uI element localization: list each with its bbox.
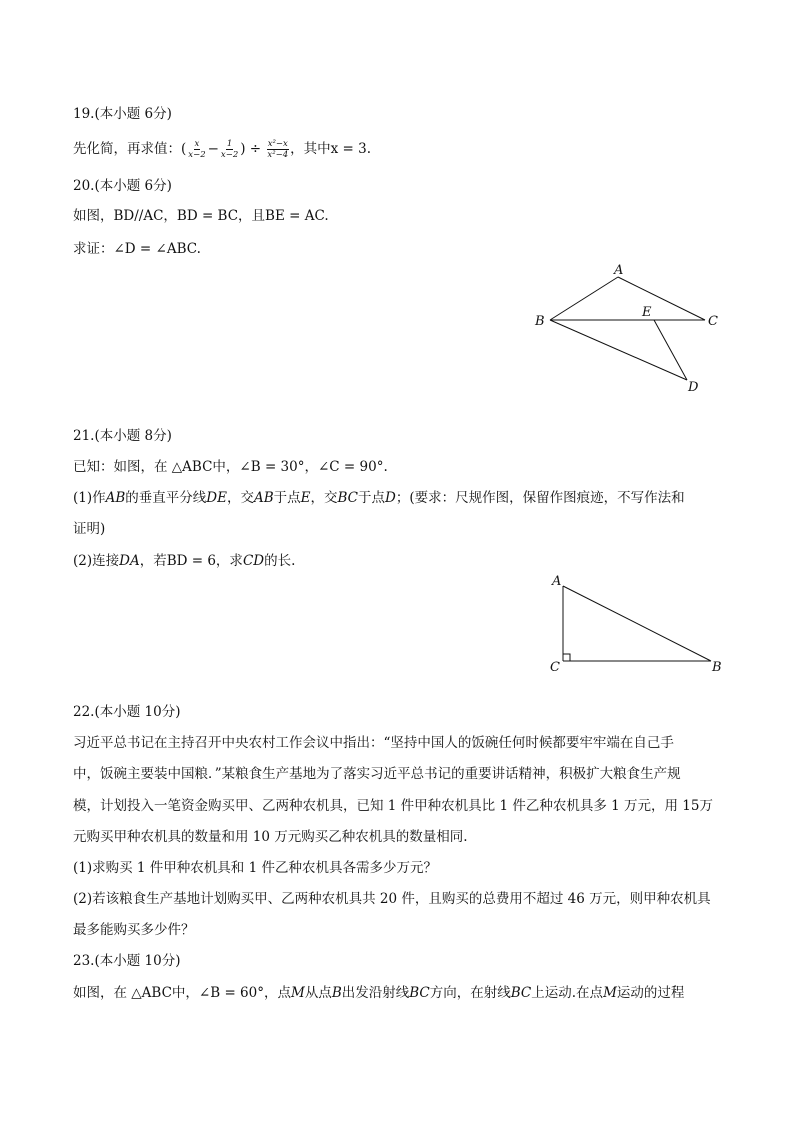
q21-figure	[545, 572, 730, 677]
q20-figure	[530, 260, 730, 395]
fraction-3: $\frac{\text{x²−x}}{\text{x²−4}}$	[267, 139, 289, 160]
q22-line-4: 元购买甲种农机具的数量和用 10 万元购买乙种农机具的数量相同.	[73, 829, 468, 845]
label-b: B	[712, 660, 722, 675]
label-d: D	[688, 380, 699, 395]
q22-line-2: 中，饭碗主要装中国粮．”某粮食生产基地为了落实习近平总书记的重要讲话精神，积极扩大粮食生产规	[73, 766, 681, 782]
q19-prompt: 先化简，再求值：( $\frac{x}{x-2}$ − $\frac{1}{x-2}$ ) ÷ $\frac{\text{x²−x}}{\text{x²−4}}$ ，其中x = 3.	[73, 139, 372, 160]
segment-ab	[563, 586, 711, 661]
q22-line-5: (1)求购买 1 件甲种农机具和 1 件乙种农机具各需多少万元？	[73, 860, 437, 876]
fraction-1: $\frac{x}{x-2}$	[188, 139, 206, 160]
q22-line-6: (2)若该粮食生产基地计划购买甲、乙两种农机具共 20 件，且购买的总费用不超过 46 万元，则甲种农机具	[73, 891, 711, 907]
label-a: A	[614, 263, 624, 278]
q22-line-1: 习近平总书记在主持召开中央农村工作会议中指出：“坚持中国人的饭碗任何时候都要牢牢端在自己手	[73, 735, 674, 751]
fraction-2: $\frac{1}{x-2}$	[220, 139, 239, 160]
q20-header: 20.(本小题 6分)	[73, 178, 172, 194]
label-c: C	[708, 314, 718, 329]
label-b: B	[535, 314, 545, 329]
q23-header: 23.(本小题 10分)	[73, 953, 181, 969]
q21-line2: (1)作AB的垂直平分线DE，交AB于点E，交BC于点D；(要求：尺规作图，保留作图痕迹，不写作法和	[73, 490, 685, 506]
q20-line2: 求证：∠D = ∠ABC.	[73, 241, 201, 257]
label-e: E	[642, 305, 652, 320]
label-a: A	[552, 574, 562, 589]
q20-line1: 如图，BD//AC，BD = BC，且BE = AC.	[73, 208, 329, 224]
segment-ab	[550, 277, 618, 320]
q19-prompt-text: 先化简，再求值：(	[73, 141, 187, 157]
label-c: C	[550, 660, 560, 675]
q22-line-7: 最多能购买多少件？	[73, 922, 195, 938]
q21-line4: (2)连接DA，若BD = 6，求CD的长.	[73, 553, 296, 569]
segment-ed	[654, 320, 687, 380]
right-angle-mark	[563, 654, 570, 661]
q21-line3: 证明)	[73, 521, 106, 537]
q23-line1: 如图，在 △ABC中，∠B = 60°，点M从点B出发沿射线BC方向，在射线BC上运动.在点M运动的过程	[73, 985, 685, 1001]
segment-bd	[550, 320, 687, 380]
q21-header: 21.(本小题 8分)	[73, 428, 172, 444]
segment-ac	[618, 277, 705, 320]
q22-line-3: 模，计划投入一笔资金购买甲、乙两种农机具，已知 1 件甲种农机具比 1 件乙种农机具多 1 万元，用 15万	[73, 798, 713, 814]
q19-header: 19.(本小题 6分)	[73, 106, 172, 122]
q22-header: 22.(本小题 10分)	[73, 704, 181, 720]
q21-line1: 已知：如图，在 △ABC中，∠B = 30°，∠C = 90°.	[73, 459, 388, 475]
